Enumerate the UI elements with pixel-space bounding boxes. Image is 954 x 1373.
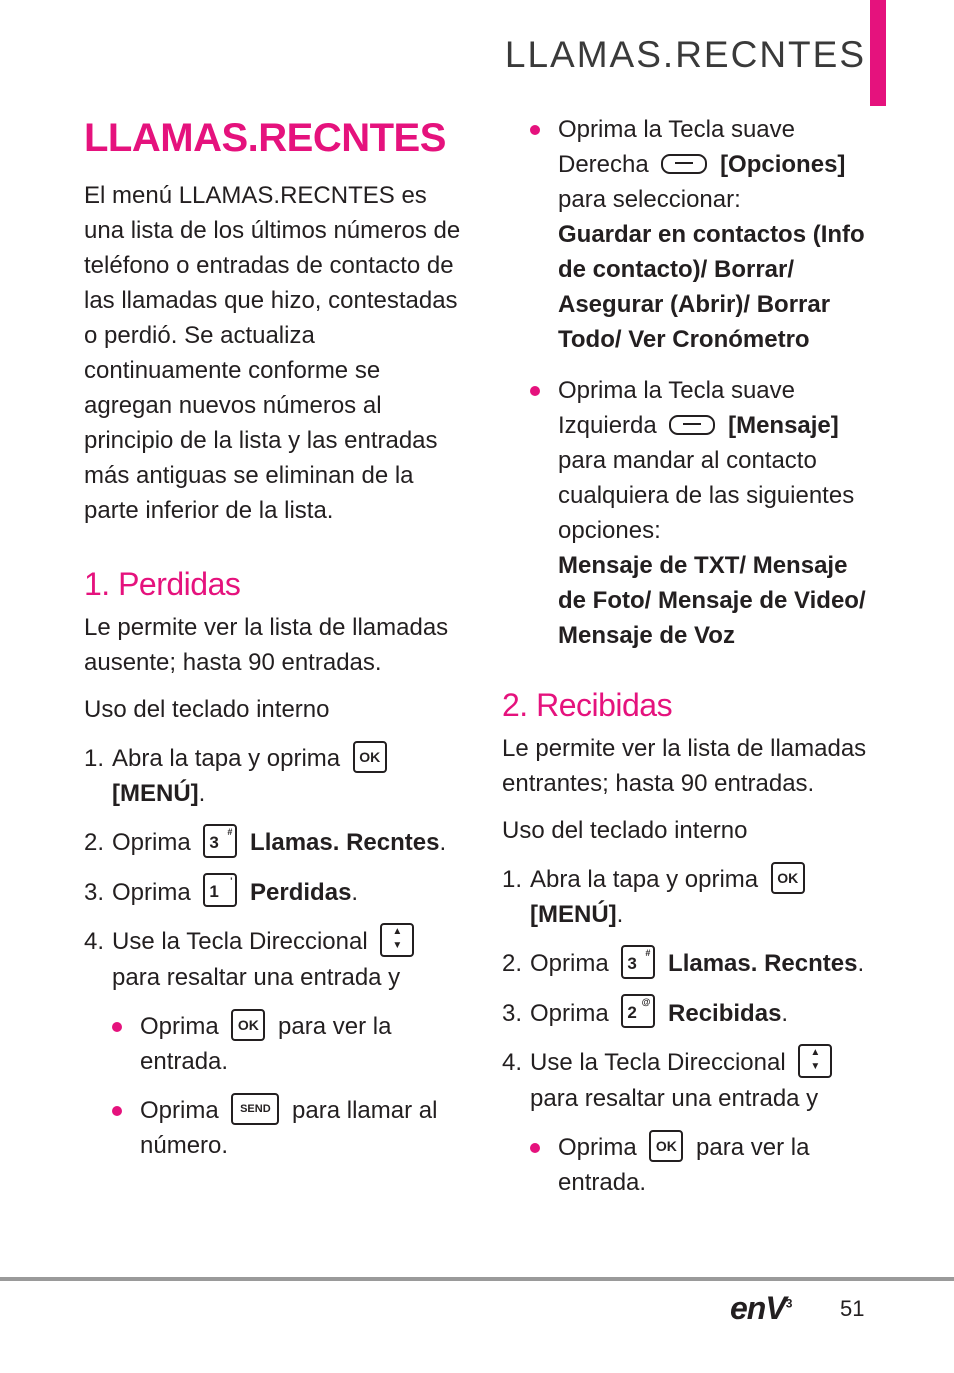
navigation-key-icon: ▲ ▼ xyxy=(798,1044,832,1078)
intro-paragraph: El menú LLAMAS.RECNTES es una lista de los últimos números de teléfono o entradas de contacto de las llamadas que hizo, contestadas o perdió. Se actualiza continuamente conforme se agregan nuevos números al principio de la lista y las entradas más antiguas se eliminan de la parte inferior de la lista. xyxy=(84,182,461,524)
bullet-view-entry: Oprima OK para ver la entrada. xyxy=(84,1009,464,1079)
header-accent-bar xyxy=(870,0,886,106)
step-text-cont: para resaltar una entrada y xyxy=(112,963,401,991)
step-text: Oprima xyxy=(112,878,191,906)
ok-key-icon: OK xyxy=(771,862,805,894)
menu-item-label: Llamas. Recntes xyxy=(668,950,858,977)
step-text: Oprima xyxy=(530,999,609,1027)
step-3: 3. Oprima 2 @ Recibidas. xyxy=(502,996,882,1032)
section-title-recibidas: 2. Recibidas xyxy=(502,687,673,723)
bullet-view-entry: Oprima OK para ver la entrada. xyxy=(502,1130,882,1200)
right-column xyxy=(502,112,882,1200)
page-title: LLAMAS.RECNTES xyxy=(84,116,446,160)
step-text: Use la Tecla Direccional xyxy=(530,1049,786,1077)
step-1: 1. Abra la tapa y oprima OK [MENÚ]. xyxy=(502,862,882,932)
menu-label: [MENÚ] xyxy=(530,901,617,928)
ok-key-icon: OK xyxy=(649,1130,683,1162)
key-1-icon: 1 ' xyxy=(203,873,237,907)
menu-item-label: Perdidas xyxy=(250,878,352,906)
section-desc-perdidas: Le permite ver la lista de llamadas ausente; hasta 90 entradas. xyxy=(84,614,449,676)
menu-item-label: Llamas. Recntes xyxy=(250,829,440,856)
bullet-call-number: Oprima SEND para llamar al número. xyxy=(84,1093,464,1163)
step-text: Oprima xyxy=(530,950,609,977)
step-text: Abra la tapa y oprima xyxy=(112,745,341,772)
step-2: 2. Oprima 3 # Llamas. Recntes. xyxy=(502,946,882,982)
menu-label: [MENÚ] xyxy=(112,780,199,807)
bullet-icon xyxy=(112,1106,122,1116)
ok-key-icon: OK xyxy=(231,1009,265,1041)
step-number: 1. xyxy=(502,866,523,893)
running-header: LLAMAS.RECNTES xyxy=(504,34,866,75)
section-desc-recibidas: Le permite ver la lista de llamadas entrantes; hasta 90 entradas. xyxy=(502,735,867,797)
env3-logo: enV$^3$ xyxy=(730,1290,792,1326)
bullet-icon xyxy=(530,125,540,135)
step-2: 2. Oprima 3 # Llamas. Recntes. xyxy=(84,825,464,861)
step-number: 4. xyxy=(84,928,105,956)
key-3-icon: 3 # xyxy=(621,945,655,979)
step-number: 2. xyxy=(84,829,105,856)
key-3-icon: 3 # xyxy=(203,824,237,858)
step-text: Oprima xyxy=(112,829,191,856)
left-column xyxy=(84,112,464,1163)
menu-item-label: Recibidas xyxy=(668,999,782,1027)
step-4 xyxy=(502,1045,882,1116)
step-3: 3. Oprima 1 ' Perdidas. xyxy=(84,875,464,911)
step-4 xyxy=(84,924,464,995)
step-text-cont: para resaltar una entrada y xyxy=(530,1084,819,1112)
step-number: 3. xyxy=(502,999,523,1027)
page-number: 51 xyxy=(840,1296,865,1321)
ok-key-icon: OK xyxy=(353,741,387,773)
bullet-message: Oprima la Tecla suave Izquierda [Mensaje] para mandar al contacto cualquiera de las siguientes opciones: Mensaje de TXT/ Mensaje de Foto/ Mensaje de Video/ Mensaje de Voz xyxy=(502,373,882,653)
keypad-subheading: Uso del teclado interno xyxy=(84,696,330,723)
left-soft-key-icon xyxy=(669,415,715,435)
step-text: Abra la tapa y oprima xyxy=(530,866,759,893)
right-soft-key-icon xyxy=(661,154,707,174)
step-number: 1. xyxy=(84,745,105,772)
section-title-perdidas: 1. Perdidas xyxy=(84,566,241,602)
step-number: 2. xyxy=(502,950,523,977)
keypad-subheading: Uso del teclado interno xyxy=(502,817,748,844)
bullet-icon xyxy=(530,1143,540,1153)
options-list: Guardar en contactos (Info de contacto)/ Borrar/ Asegurar (Abrir)/ Borrar Todo/ Ver Cronómetro xyxy=(558,221,865,353)
bullet-options: Oprima la Tecla suave Derecha [Opciones] para seleccionar: Guardar en contactos (Info de contacto)/ Borrar/ Asegurar (Abrir)/ Borrar Todo/ Ver Cronómetro xyxy=(502,112,882,357)
key-2-icon: 2 @ xyxy=(621,994,655,1028)
message-options-list: Mensaje de TXT/ Mensaje de Foto/ Mensaje de Video/ Mensaje de Voz xyxy=(558,552,866,649)
footer-rule xyxy=(0,1277,954,1281)
step-text: Use la Tecla Direccional xyxy=(112,928,368,956)
step-1: 1. Abra la tapa y oprima OK [MENÚ]. xyxy=(84,741,464,811)
send-key-icon: SEND xyxy=(231,1093,279,1125)
step-number: 3. xyxy=(84,878,105,906)
bullet-icon xyxy=(530,386,540,396)
bullet-icon xyxy=(112,1022,122,1032)
step-number: 4. xyxy=(502,1049,523,1077)
navigation-key-icon: ▲ ▼ xyxy=(380,923,414,957)
